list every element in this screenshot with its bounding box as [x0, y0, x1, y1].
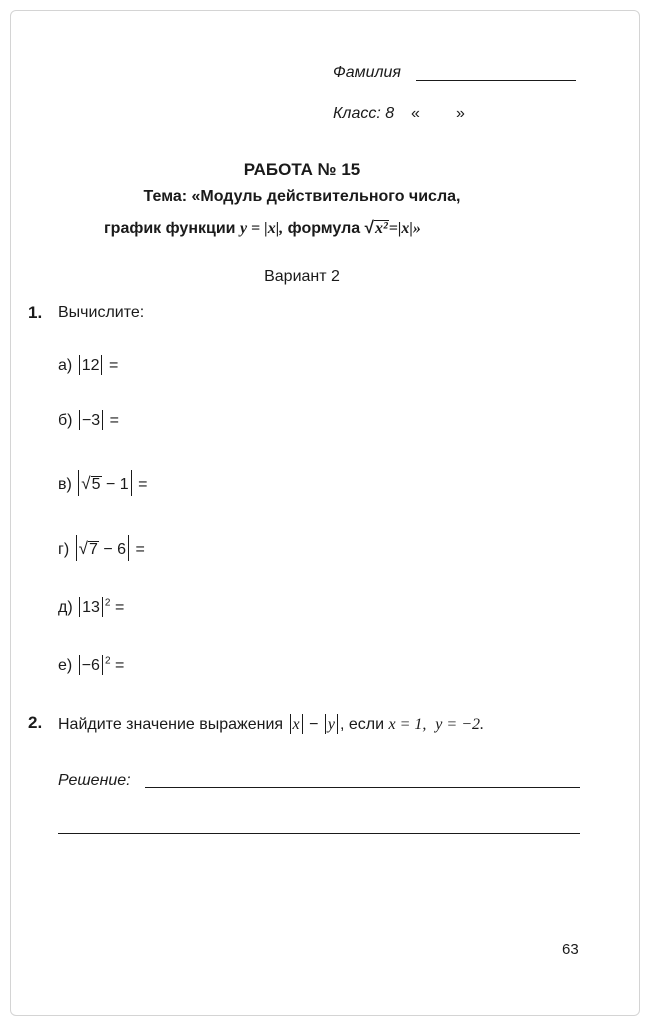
- topic-function: y = |x|,: [239, 220, 284, 237]
- surname-line[interactable]: [416, 80, 576, 81]
- topic-formula-label: формула: [287, 220, 361, 237]
- page-number: 63: [562, 941, 579, 958]
- task1-item-d: г) √7 − 6 =: [58, 535, 145, 561]
- sqrt-formula: √x²: [364, 218, 388, 237]
- task1-number: 1.: [28, 303, 43, 322]
- class-close-quote: »: [456, 105, 465, 122]
- variant-label: Вариант 2: [264, 268, 340, 285]
- solution-line-1[interactable]: [145, 787, 580, 788]
- topic-line-2: [104, 218, 421, 238]
- task1-item-c: в) √5 − 1 =: [58, 470, 147, 496]
- surname-label: Фамилия: [333, 64, 401, 81]
- task1-item-b: б) −3 =: [58, 412, 119, 429]
- class-open-quote: «: [411, 105, 420, 122]
- class-label: Класс: 8: [333, 105, 395, 122]
- work-title: РАБОТА № 15: [243, 160, 361, 179]
- task2-prompt: Найдите значение выражения x − y , если x = 1, y = −2.: [58, 716, 484, 733]
- solution-label: Решение:: [58, 772, 131, 789]
- task1-item-f: е) −6 $^2$ =: [58, 655, 125, 674]
- topic-formula-rhs: =|x|»: [388, 220, 421, 237]
- topic-line2-prefix: график функции: [104, 220, 236, 237]
- topic-line-1: Тема: «Модуль действительного числа,: [143, 188, 461, 205]
- task1-item-a: а) 12 =: [58, 357, 119, 374]
- task2-number: 2.: [28, 713, 43, 732]
- task1-item-e: д) 13 $^2$ =: [58, 597, 125, 616]
- solution-line-2[interactable]: [58, 833, 580, 834]
- task1-prompt: Вычислите:: [58, 304, 145, 321]
